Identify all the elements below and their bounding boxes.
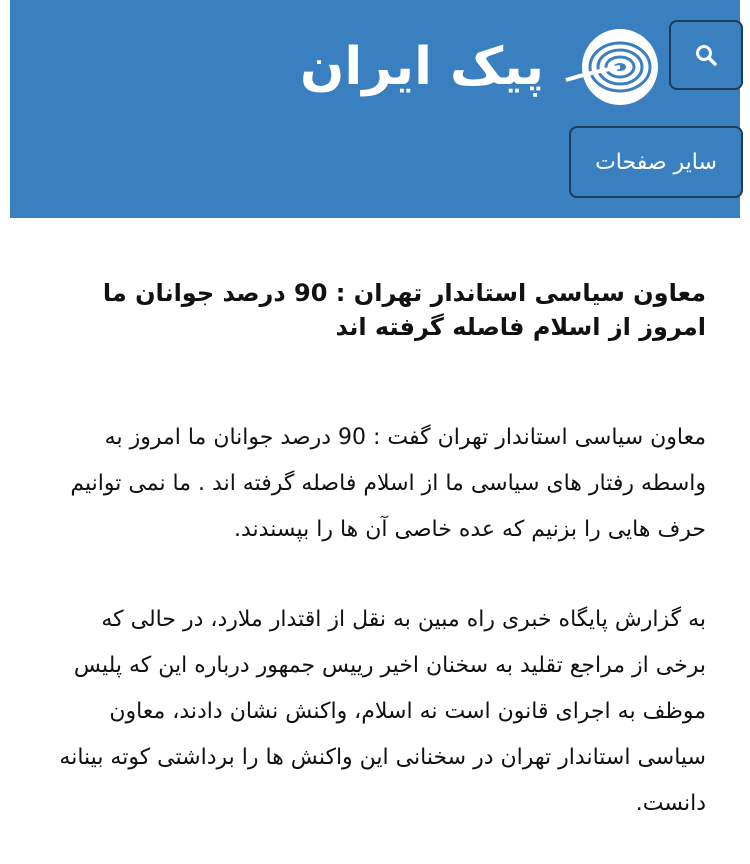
site-logo[interactable] (300, 22, 660, 112)
site-name: پیک ایران (300, 37, 545, 97)
site-header (10, 0, 740, 218)
article-paragraph: به گزارش پایگاه خبری راه مبین به نقل از اقتدار ملارد، در حالی که برخی از مراجع تقلید به سخنان اخیر رییس جمهور درباره این که پلیس موظف به اجرای قانون است نه اسلام، واکنش نشان دادند، معاون سیاسی استاندار تهران در سخنانی این واکنش ها را برداشتی کوته بینانه دانست. (59, 607, 706, 816)
article-title: معاون سیاسی استاندار تهران : 90 درصد جوانان ما امروز از اسلام فاصله گرفته اند (102, 279, 706, 341)
search-icon (694, 43, 718, 67)
article-paragraph: معاون سیاسی استاندار تهران گفت : 90 درصد جوانان ما امروز به واسطه رفتار های سیاسی ما از اسلام فاصله گرفته اند . ما نمی توانیم حرف هایی را بزنیم که عده خاصی آن ها را بپسندند. (70, 425, 706, 542)
search-button[interactable] (669, 20, 743, 90)
other-pages-button[interactable]: سایر صفحات (569, 126, 743, 198)
logo-emblem-icon (562, 22, 660, 112)
